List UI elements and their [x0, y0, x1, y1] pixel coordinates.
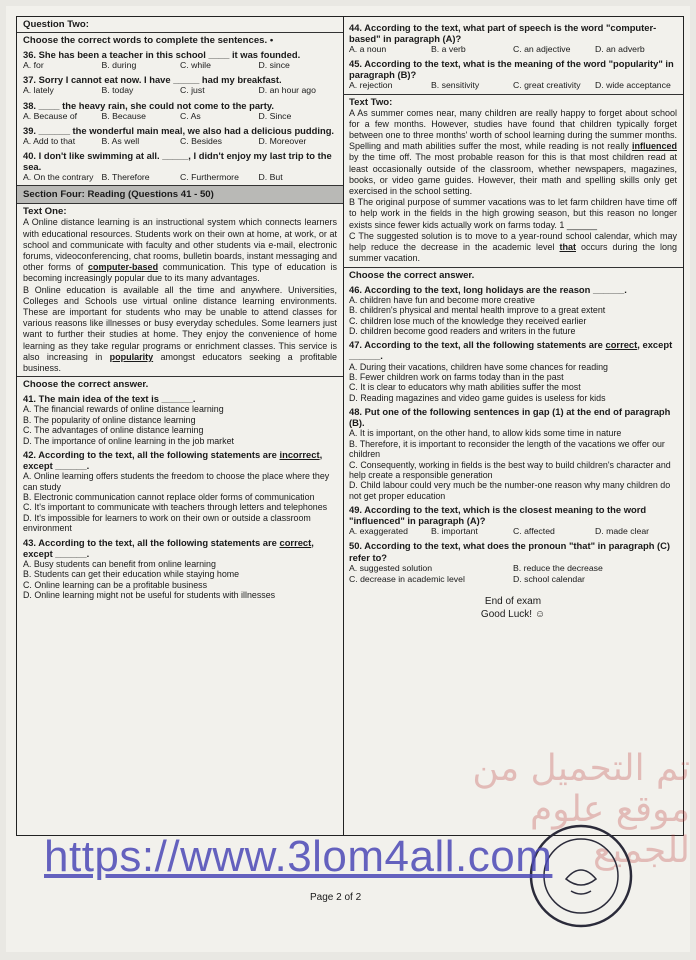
option: B. Electronic communication cannot replace older forms of communication	[23, 491, 315, 502]
question-38-options	[23, 111, 337, 122]
underlined-word: correct	[605, 339, 638, 351]
question-text: 43. According to the text, all the following statements are	[23, 536, 280, 548]
end-of-exam	[349, 595, 677, 621]
option: C. As	[180, 110, 201, 121]
option: B. As well	[101, 135, 140, 146]
option: D. since	[258, 60, 290, 71]
underlined-word: influenced	[631, 141, 677, 152]
option: D. The importance of online learning in the job market	[23, 435, 234, 446]
text-two-title: Text Two:	[349, 96, 393, 108]
good-luck-text: Good Luck! ☺	[480, 608, 546, 620]
question-38: 38. ____ the heavy rain, she could not come to the party.	[23, 99, 274, 111]
text-one-block	[17, 204, 343, 376]
option: C. affected	[513, 526, 555, 537]
option: C. decrease in academic level	[349, 573, 465, 584]
paragraph-text: A As summer comes near, many children are really happy to forget about school for a few months. However, studies have found that children typically forget between one to three months' worth of school learning during the summer months. Spelling and math abilities suffer the most, while reading is not really	[349, 107, 677, 152]
option: A. children have fun and become more creative	[349, 294, 535, 305]
question-45: 45. According to the text, what is the meaning of the word "popularity" in paragraph (B)?	[349, 58, 674, 81]
option: D. school calendar	[513, 573, 585, 584]
option: B. Therefore	[101, 172, 150, 183]
option: B. during	[101, 60, 137, 71]
option: C. It's important to communicate with teachers through letters and telephones	[23, 502, 328, 513]
question-40-options	[23, 172, 337, 183]
arabic-watermark: تم التحميل من موقع علوم للجميع	[472, 748, 690, 871]
option: D. children become good readers and writers in the future	[349, 325, 576, 336]
option: A. exaggerated	[349, 526, 408, 537]
option: C. Consequently, working in fields is the best way to build children's character and help create a responsible generation	[349, 459, 671, 480]
option: D. Moreover	[258, 135, 307, 146]
option: C. Besides	[180, 135, 223, 146]
option: D. Child labour could very much be the number-one reason why many children do not get proper education	[349, 480, 671, 501]
text-one-title: Text One:	[23, 206, 67, 218]
option: A. Because of	[23, 110, 78, 121]
option: A. On the contrary	[23, 172, 94, 183]
question-50: 50. According to the text, what does the pronoun "that" in paragraph (C) refer to?	[349, 540, 671, 563]
underlined-word: incorrect	[279, 448, 320, 460]
question-text: , except ______.	[23, 536, 314, 559]
question-text: , except ______.	[23, 448, 323, 472]
option: A. suggested solution	[349, 562, 433, 573]
grammar-block	[17, 33, 343, 185]
question-text: , except ______.	[349, 339, 673, 362]
option: D. Since	[258, 110, 292, 121]
exam-page	[6, 6, 690, 952]
option: D. an hour ago	[258, 85, 316, 96]
option: C. great creativity	[513, 80, 581, 91]
text-two-paragraph-c	[349, 231, 677, 265]
paragraph-text: C The suggested solution is to move to a year-round school calendar, which may help reduce the decrease in the academic level	[349, 230, 677, 253]
option: B. today	[101, 85, 134, 96]
option: D. wide acceptance	[595, 80, 671, 91]
page-number: Page 2 of 2	[310, 892, 362, 903]
question-47	[349, 339, 677, 361]
option: B. important	[431, 526, 478, 537]
paragraph-text: A Online distance learning is an instructional system which connects learners with educational resources. Students work on their own at home, at work, or at school and communicate with faculty and other students via e-mail, electronic forums, videoconferencing, chat rooms, bulletin boards, instant messaging and other forms of	[23, 217, 337, 273]
option: C. The advantages of online distance learning	[23, 425, 204, 436]
question-46: 46. According to the text, long holidays are the reason ______.	[349, 283, 627, 295]
underlined-word: computer-based	[88, 262, 159, 273]
option: B. children's physical and mental health improve to a great extent	[349, 305, 606, 316]
option: A. Online learning offers students the freedom to choose the place where they can study	[23, 471, 330, 492]
option: C. while	[180, 60, 211, 71]
vocab-questions	[343, 17, 683, 94]
choose-instruction: Choose the correct answer.	[23, 379, 149, 391]
reading-questions-right	[343, 267, 683, 623]
option: D. made clear	[595, 526, 650, 537]
option: A. Busy students can benefit from online learning	[23, 558, 216, 569]
underlined-word: that	[559, 242, 576, 253]
option: B. Because	[101, 110, 146, 121]
text-two-paragraph-a	[349, 108, 677, 198]
website-watermark-link[interactable]: https://www.3lom4all.com	[44, 832, 553, 881]
question-36-options	[23, 60, 337, 71]
option: D. Online learning might not be useful for students with illnesses	[23, 590, 276, 600]
question-text: 47. According to the text, all the following statements are	[349, 339, 606, 351]
question-41: 41. The main idea of the text is ______.	[23, 393, 196, 405]
underlined-word: correct	[279, 536, 312, 548]
paragraph-text: B Online education is available all the time and anywhere. Universities, Colleges and Schools use virtual online distance learning environments. These are important for students who may be unable to attend classes for various reasons like illnesses or busy everyday schedules. Some learners just want to further their studies at home. They enjoy the convenience of home learning as they take regular programs or enrichment classes. This service is also increasing in	[23, 284, 337, 362]
option: B. reduce the decrease	[513, 562, 603, 573]
option: C. It is clear to educators why math abilities suffer the most	[349, 382, 581, 393]
question-two-title: Question Two:	[23, 19, 89, 30]
question-42	[23, 449, 337, 471]
option: A. During their vacations, children have some chances for reading	[349, 361, 608, 372]
text-two-paragraph-b: B The original purpose of summer vacations was to let farm children have time off to help work in the fields in the high growing season, but this reason no longer exists since fewer kids actually work on farms today. 1 ______	[349, 197, 677, 230]
paragraph-text: amongst educators seeking a profitable business.	[23, 351, 337, 373]
reading-questions-left	[17, 376, 343, 602]
paragraph-text: by the time off. The most probable reason for this is that most children read at least occasionally outside of the classroom, whether newspapers, magazines, books, or video game guides. However, their math and spelling skills only get exercised in the school setting.	[349, 152, 677, 197]
option: D. But	[258, 172, 283, 183]
choose-instruction: Choose the correct answer.	[349, 269, 475, 281]
question-50-options	[349, 563, 677, 585]
option: B. Students can get their education while staying home	[23, 569, 240, 580]
end-text: End of exam	[484, 595, 542, 607]
text-one-paragraph-a	[23, 217, 337, 284]
option: B. a verb	[431, 44, 466, 55]
option: D. Reading magazines and video game guides is useless for kids	[349, 392, 606, 403]
question-39-options	[23, 136, 337, 147]
question-44: 44. According to the text, what part of speech is the word "computer-based" in paragraph (A)?	[349, 22, 657, 45]
text-one-paragraph-b	[23, 285, 337, 375]
paragraph-text: communication. This type of education is becoming increasingly popular due to its many advantages.	[23, 262, 338, 284]
question-40: 40. I don't like swimming at all. _____, I didn't enjoy my last trip to the sea.	[23, 149, 332, 173]
question-43	[23, 537, 337, 559]
option: B. Fewer children work on farms today than in the past	[349, 371, 564, 382]
option: D. an adverb	[595, 44, 645, 55]
text-two-block	[343, 94, 683, 267]
option: A. rejection	[349, 80, 393, 91]
question-39: 39. ______ the wonderful main meal, we also had a delicious pudding.	[23, 124, 335, 136]
question-45-options	[349, 80, 677, 91]
question-two-block	[17, 17, 343, 33]
right-column	[343, 17, 683, 835]
option: A. Add to that	[23, 135, 76, 146]
option: C. an adjective	[513, 44, 571, 55]
option: A. The financial rewards of online distance learning	[23, 404, 224, 415]
option: B. Therefore, it is important to reconsider the length of the vacations we offer our children	[349, 438, 665, 460]
option: A. a noun	[349, 44, 387, 55]
option: B. sensitivity	[431, 80, 480, 91]
question-two-instructions: Choose the correct words to complete the sentences. •	[23, 35, 274, 47]
section-four-bar: Section Four: Reading (Questions 41 - 50)	[17, 185, 343, 204]
paragraph-text: occurs during the long summer vacation.	[349, 242, 677, 264]
question-37-options	[23, 85, 337, 96]
question-48: 48. Put one of the following sentences in gap (1) at the end of paragraph (B).	[349, 406, 671, 429]
underlined-word: popularity	[109, 351, 154, 362]
option: A. It is important, on the other hand, to allow kids some time in nature	[349, 428, 622, 439]
left-column	[17, 17, 344, 835]
option: A. for	[23, 60, 44, 71]
option: A. lately	[23, 85, 54, 96]
exam-frame	[16, 16, 684, 836]
option: C. children lose much of the knowledge they received earlier	[349, 315, 587, 326]
option: B. The popularity of online distance learning	[23, 414, 196, 425]
option: C. Furthermore	[180, 172, 239, 183]
question-49-options	[349, 526, 677, 537]
question-37: 37. Sorry I cannot eat now. I have _____ had my breakfast.	[23, 74, 282, 86]
option: D. It's impossible for learners to work on their own or outside a classroom environment	[23, 512, 311, 534]
option: C. just	[180, 85, 205, 96]
option: C. Online learning can be a profitable business	[23, 579, 208, 590]
question-44-options	[349, 44, 677, 55]
question-36: 36. She has been a teacher in this school ____ it was founded.	[23, 49, 301, 61]
question-49: 49. According to the text, which is the closest meaning to the word "influenced" in paragraph (A)?	[349, 504, 647, 527]
question-text: 42. According to the text, all the following statements are	[23, 448, 280, 460]
